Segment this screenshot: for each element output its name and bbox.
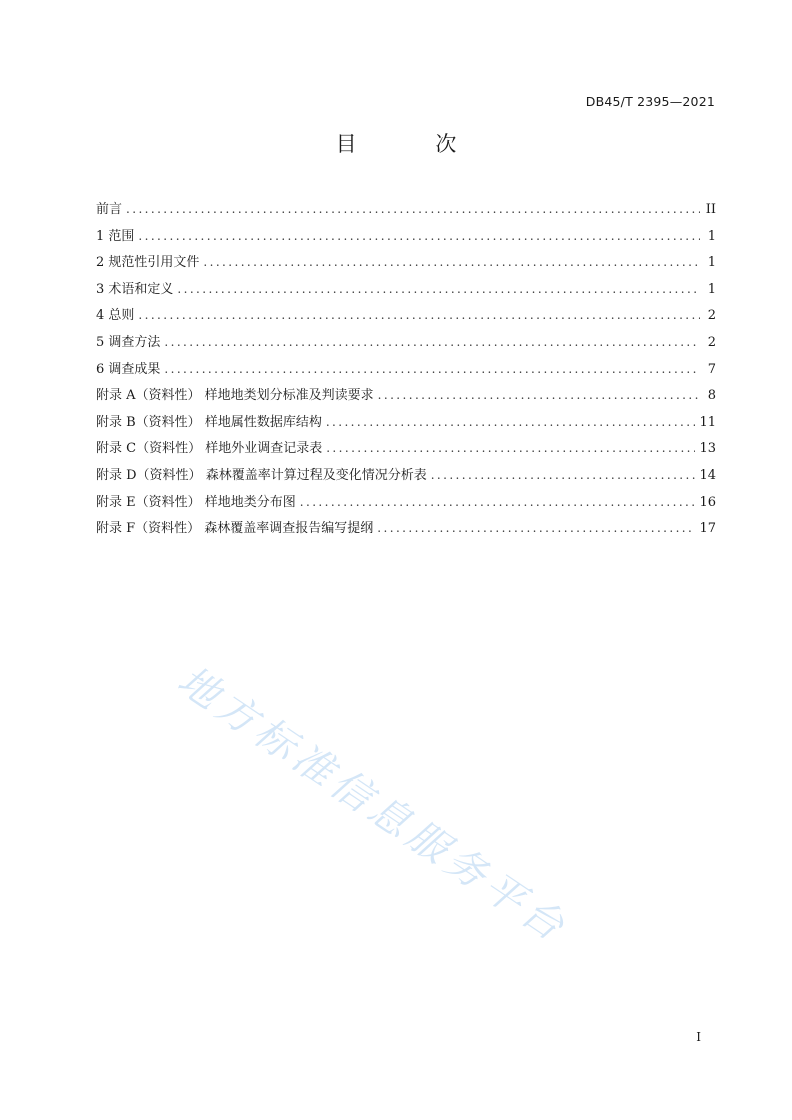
- toc-entry-appendix-a[interactable]: [96, 384, 716, 411]
- toc-entry-appendix-d[interactable]: [96, 464, 716, 491]
- toc-label: 附录 F（资料性） 森林覆盖率调查报告编写提纲: [96, 521, 374, 537]
- toc-label: 1 范围: [96, 228, 135, 244]
- toc-label: 附录 D（资料性） 森林覆盖率计算过程及变化情况分析表: [96, 467, 427, 483]
- toc-label: 附录 C（资料性） 样地外业调查记录表: [96, 441, 323, 457]
- dot-leader: [377, 521, 695, 535]
- document-code: DB45/T 2395—2021: [585, 94, 715, 109]
- dot-leader: [326, 415, 696, 429]
- toc-entry-scope[interactable]: [96, 225, 716, 252]
- toc-label: 6 调查成果: [96, 361, 161, 377]
- toc-page-number: 8: [707, 388, 716, 404]
- table-of-contents: [96, 198, 716, 544]
- toc-page-number: 7: [707, 361, 716, 377]
- dot-leader: [431, 468, 696, 482]
- toc-page-number: 14: [699, 467, 716, 483]
- toc-entry-terms-definitions[interactable]: [96, 278, 716, 305]
- dot-leader: [138, 308, 700, 322]
- toc-entry-appendix-f[interactable]: [96, 517, 716, 544]
- toc-label: 前言: [96, 202, 123, 217]
- toc-label: 附录 E（资料性） 样地地类分布图: [96, 494, 296, 510]
- toc-page-number: 2: [707, 334, 716, 350]
- toc-page-number: 1: [707, 281, 716, 297]
- dot-leader: [300, 495, 696, 509]
- dot-leader: [326, 441, 695, 455]
- toc-label: 3 术语和定义: [96, 281, 174, 297]
- toc-entry-normative-references[interactable]: [96, 251, 716, 278]
- dot-leader: [378, 388, 700, 402]
- dot-leader: [138, 229, 700, 243]
- toc-page-number: 2: [707, 308, 716, 324]
- toc-page-number: 17: [699, 521, 716, 537]
- toc-page-number: II: [705, 202, 716, 217]
- toc-label: 附录 B（资料性） 样地属性数据库结构: [96, 414, 322, 430]
- dot-leader: [177, 282, 700, 296]
- watermark-text: 地方标准信息服务平台: [169, 657, 577, 953]
- toc-entry-general[interactable]: [96, 304, 716, 331]
- dot-leader: [203, 255, 700, 269]
- page-title: 目 次: [335, 132, 493, 156]
- toc-label: 2 规范性引用文件: [96, 255, 200, 271]
- toc-entry-survey-results[interactable]: [96, 358, 716, 385]
- toc-page-number: 1: [707, 255, 716, 271]
- toc-label: 5 调查方法: [96, 334, 161, 350]
- toc-entry-appendix-b[interactable]: [96, 411, 716, 438]
- dot-leader: [164, 362, 700, 376]
- toc-page-number: 1: [707, 228, 716, 244]
- toc-entry-appendix-c[interactable]: [96, 437, 716, 464]
- toc-label: 4 总则: [96, 308, 135, 324]
- toc-page-number: 16: [699, 494, 716, 510]
- toc-entry-appendix-e[interactable]: [96, 491, 716, 518]
- toc-page-number: 13: [699, 441, 716, 457]
- toc-entry-foreword[interactable]: [96, 198, 716, 225]
- dot-leader: [164, 335, 700, 349]
- footer-page-number: I: [696, 1030, 701, 1044]
- toc-entry-survey-methods[interactable]: [96, 331, 716, 358]
- toc-label: 附录 A（资料性） 样地地类划分标准及判读要求: [96, 388, 374, 404]
- dot-leader: [126, 202, 700, 216]
- toc-page-number: 11: [699, 414, 716, 430]
